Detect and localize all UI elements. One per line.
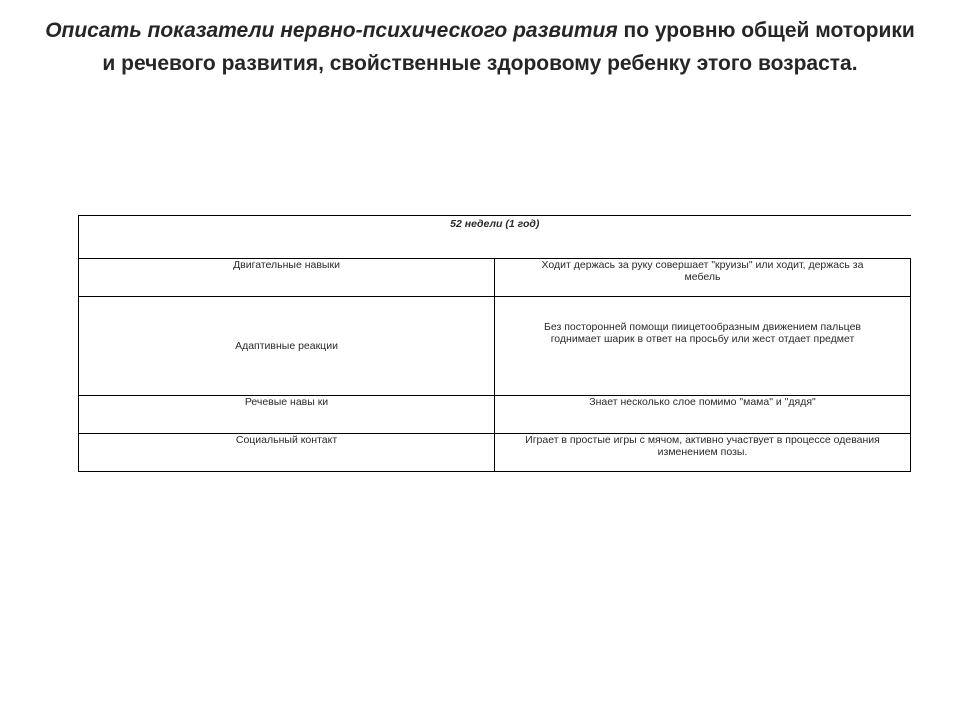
title-regular-part: по уровню общей моторики и речевого развития, свойственные здоровому ребенку этого возраста. [102, 19, 915, 75]
title-italic-part: Описать показатели нервно-психического развития [45, 19, 618, 42]
table-row [79, 396, 911, 434]
table-row [79, 297, 911, 396]
table-row [79, 434, 911, 472]
row-label-social-contact: Социальный контакт [79, 434, 495, 472]
row-value-speech-skills: Знает несколько слое помимо "мама" и "дядя" [495, 396, 911, 434]
table-row [79, 259, 911, 297]
table-header-row [79, 216, 911, 259]
row-value-social-contact: Играет в простые игры с мячом, активно участвует в процессе одевания изменением позы. [495, 434, 911, 472]
slide-title [40, 14, 920, 80]
row-label-speech-skills: Речевые навы ки [79, 396, 495, 434]
development-table [78, 215, 911, 472]
row-label-adaptive-reactions: Адаптивные реакции [79, 297, 495, 396]
row-value-adaptive-reactions: Без посторонней помощи пиицетообразным движением пальцев годнимает шарик в ответ на просьбу или жест отдает предмет [495, 297, 911, 396]
row-label-motor-skills: Двигательные навыки [79, 259, 495, 297]
row-value-motor-skills: Ходит держась за руку совершает "круизы" или ходит, держась за мебель [495, 259, 911, 297]
table-header: 52 недели (1 год) [79, 216, 911, 259]
